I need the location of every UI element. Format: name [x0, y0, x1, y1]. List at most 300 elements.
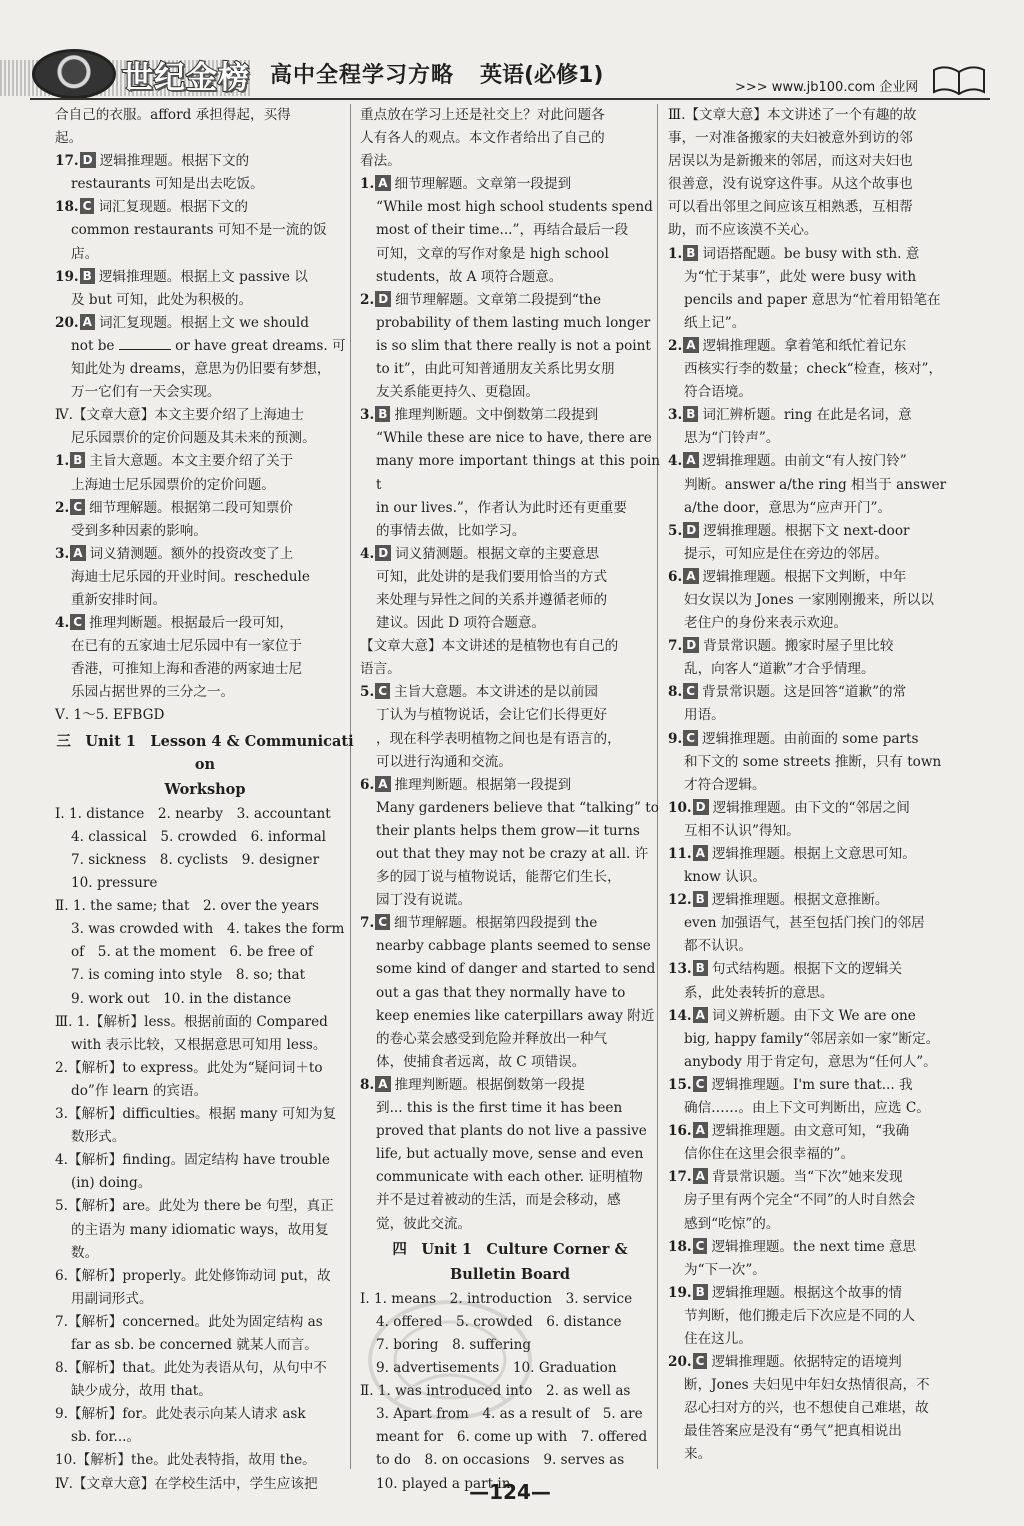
text-line: 事，一对准备搬家的夫妇被意外到访的邻: [668, 130, 913, 147]
text-line: 符合语境。: [684, 384, 752, 401]
answer-letter-badge: A: [70, 545, 85, 561]
text-line: 多的园丁说与植物说话，能帮它们生长，: [376, 869, 621, 886]
text-line: big, happy family“邻居亲如一家”断定。: [684, 1030, 940, 1047]
question-number: 20.: [55, 314, 79, 331]
text-line: proved that plants do not live a passive: [376, 1123, 647, 1140]
question-number: 1.: [55, 453, 70, 470]
text-line: 数形式。: [71, 1129, 126, 1146]
text-line: to do 8. on occasions 9. serves as: [376, 1452, 625, 1469]
text-line: 4. classical 5. crowded 6. informal: [71, 828, 327, 845]
text-line: 来处理与异性之间的关系并遵循老师的: [376, 591, 608, 608]
text-line: 建议。因此 D 项符合题意。: [376, 615, 546, 632]
answer-item: [668, 635, 968, 658]
text-line: probability of them lasting much longer: [376, 314, 651, 331]
answer-item: [668, 243, 968, 266]
answer-item: [55, 266, 355, 289]
text-line: 来。: [684, 1446, 712, 1463]
answer-item: [360, 681, 660, 704]
text-line: 丁认为与植物说话，会让它们长得更好: [376, 707, 608, 724]
answer-letter-badge: C: [70, 614, 85, 630]
text-line: keep enemies like caterpillars away 附近: [376, 1007, 655, 1024]
text-line: do”作 learn 的宾语。: [71, 1082, 208, 1099]
answer-item: [668, 1074, 968, 1097]
text-line: pencils and paper 意思为“忙着用铅笔在: [684, 291, 941, 308]
text-line: 万一它们有一天会实现。: [71, 384, 221, 401]
page-number: —124—: [469, 1480, 551, 1504]
text-line: 居误以为是新搬来的邻居，而这对夫妇也: [668, 153, 913, 170]
text-line: Ⅲ.【文章大意】本文讲述了一个有趣的故: [668, 107, 917, 123]
text-line: 才符合逻辑。: [684, 776, 766, 793]
answer-letter-badge: B: [693, 960, 708, 976]
text-line: 系，此处表转折的意思。: [684, 984, 834, 1001]
text-line: 起。: [55, 130, 83, 147]
text-line: even 加强语气，甚至包括门挨门的邻居: [684, 915, 925, 932]
text-line: not be or have great dreams. 可: [71, 337, 346, 354]
text-line: many more important things at this point: [376, 453, 660, 493]
question-number: 4.: [668, 453, 683, 470]
explanation-text: 逻辑推理题。根据下文 next-door: [703, 522, 910, 539]
text-line: 上海迪士尼乐园票价的定价问题。: [71, 476, 275, 493]
answer-letter-badge: C: [693, 1076, 708, 1092]
text-line: 助，而不应该漠不关心。: [668, 222, 818, 239]
text-line: restaurants 可知是出去吃饭。: [71, 176, 264, 193]
subject-title: 英语(必修1): [480, 63, 604, 88]
text-line: 园丁没有说谎。: [376, 892, 472, 909]
text-line: 忍心扫对方的兴，也不想使自己难堪，故: [684, 1400, 929, 1417]
text-line: ，现在科学表明植物之间也是有语言的，: [376, 730, 621, 747]
text-line: 最佳答案应是没有“勇气”把真相说出: [684, 1423, 902, 1440]
text-line: Many gardeners believe that “talking” to: [376, 799, 659, 816]
answer-item: [668, 450, 968, 473]
brand-name: 世纪金榜: [122, 59, 250, 96]
text-line: 体，使捕食者远离，故 C 项错误。: [376, 1053, 586, 1070]
explanation-text: 词语搭配题。be busy with sth. 意: [702, 245, 920, 262]
explanation-text: 逻辑推理题。I'm sure that... 我: [711, 1076, 913, 1093]
answer-letter-badge: A: [693, 845, 708, 861]
text-line: “While most high school students spend: [376, 199, 653, 216]
answer-item: [360, 1074, 660, 1097]
text-line: 7. is coming into style 8. so; that: [71, 967, 306, 984]
text-line: in our lives.”，作者认为此时还有更重要: [376, 499, 627, 516]
text-line: 并不是过着被动的生活，而是会移动，感: [376, 1192, 621, 1209]
text-line: 都不认识。: [684, 938, 752, 955]
text-line: 可以进行沟通和交流。: [376, 753, 512, 770]
text-line: 纸上记”。: [684, 314, 746, 331]
answer-item: [668, 520, 968, 543]
question-number: 9.: [668, 730, 683, 747]
answer-item: [668, 566, 968, 589]
answer-letter-badge: B: [683, 406, 698, 422]
text-line: 7. sickness 8. cyclists 9. designer: [71, 852, 320, 868]
explanation-text: 背景常识题。当“下次”她来发现: [711, 1169, 903, 1186]
text-line: 住在这儿。: [684, 1330, 752, 1347]
text-line: is so slim that there really is not a point: [376, 337, 651, 354]
answer-letter-badge: A: [693, 1168, 708, 1184]
text-line: 【文章大意】本文讲述的是植物也有自己的: [360, 638, 619, 655]
section-heading: 四 Unit 1 Culture Corner &: [392, 1240, 628, 1258]
text-line: Ⅱ. 1. was introduced into 2. as well as: [360, 1383, 631, 1400]
text-line: 判断。answer a/the ring 相当于 answer: [684, 476, 947, 493]
text-line: Ⅴ. 1～5. EFBGD: [55, 707, 165, 724]
question-number: 12.: [668, 892, 692, 909]
explanation-text: 词汇复现题。根据下文的: [98, 199, 248, 216]
text-line: out a gas that they normally have to: [376, 984, 626, 1001]
text-line: 的主语为 many idiomatic ways，故用复: [71, 1221, 329, 1238]
question-number: 20.: [668, 1354, 692, 1371]
question-number: 2.: [55, 499, 70, 516]
answer-letter-badge: A: [375, 776, 390, 792]
text-line: Ⅳ.【文章大意】本文主要介绍了上海迪士: [55, 407, 304, 424]
explanation-text: 逻辑推理题。根据上文意思可知。: [711, 846, 916, 862]
text-line: 合自己的衣服。afford 承担得起，买得: [55, 107, 291, 123]
text-line: “While these are nice to have, there are: [376, 430, 652, 447]
text-line: 用语。: [684, 707, 725, 724]
explanation-text: 逻辑推理题。根据下文判断，中年: [702, 568, 907, 585]
answer-letter-badge: C: [683, 730, 698, 746]
text-line: 9. advertisements 10. Graduation: [376, 1360, 617, 1377]
question-number: 6.: [360, 776, 375, 793]
text-line: 重点放在学习上还是社交上？对此问题各: [360, 107, 605, 123]
text-line: 的卷心菜会感受到危险并释放出一种气: [376, 1030, 608, 1047]
question-number: 19.: [668, 1284, 692, 1301]
answer-letter-badge: D: [683, 637, 699, 653]
text-line: 及 but 可知，此处为积极的。: [71, 291, 253, 308]
explanation-text: 推理判断题。根据最后一段可知，: [89, 615, 293, 632]
text-line: Ⅰ. 1. means 2. introduction 3. service: [360, 1290, 633, 1307]
explanation-text: 主旨大意题。本文主要介绍了关于: [89, 453, 294, 470]
text-line: 房子里有两个完全“不同”的人时自然会: [684, 1192, 916, 1209]
answer-item: [55, 612, 355, 635]
text-line: 断，Jones 夫妇见中年妇女热情很高，不: [684, 1377, 930, 1394]
answer-item: [360, 404, 660, 427]
answer-item: [668, 797, 968, 820]
text-line: 可以看出邻里之间应该互相熟悉，互相帮: [668, 199, 913, 216]
text-line: 6.【解析】properly。此处修饰动词 put，故: [55, 1267, 331, 1284]
text-line: common restaurants 可知不是一流的饭: [71, 222, 327, 239]
text-line: 可知，此处讲的是我们要用恰当的方式: [376, 568, 608, 585]
text-line: 节判断，他们搬走后下次应是不同的人: [684, 1307, 916, 1324]
text-line: 感到“吃惊”的。: [684, 1215, 780, 1232]
text-line: Ⅱ. 1. the same; that 2. over the years: [55, 898, 319, 915]
explanation-text: 背景常识题。搬家时屋子里比较: [703, 638, 894, 655]
text-line: 3. Apart from 4. as a result of 5. are: [376, 1406, 643, 1423]
text-line: 很善意，没有说穿这件事。从这个故事也: [668, 176, 913, 193]
answer-item: [360, 289, 660, 312]
text-line: 在已有的五家迪士尼乐园中有一家位于: [71, 638, 303, 655]
explanation-text: 主旨大意题。本文讲述的是以前园: [394, 684, 598, 701]
text-line: sb. for...。: [71, 1429, 141, 1446]
answer-letter-badge: D: [693, 799, 709, 815]
text-line: to it”，由此可知普通朋友关系比男女朋: [376, 361, 615, 378]
website-link[interactable]: >>> www.jb100.com 企业网: [735, 80, 919, 95]
answer-letter-badge: D: [375, 545, 391, 561]
section-heading: Workshop: [164, 780, 246, 798]
text-line: 10. pressure: [71, 875, 158, 892]
text-line: (in) doing。: [71, 1175, 152, 1192]
text-line: 10. played a part in: [376, 1475, 511, 1492]
answer-item: [668, 1120, 968, 1143]
text-line: 妇女误以为 Jones 一家刚刚搬来，所以以: [684, 591, 934, 608]
text-line: Ⅰ. 1. distance 2. nearby 3. accountant: [55, 805, 331, 822]
explanation-text: 句式结构题。根据下文的逻辑关: [711, 961, 903, 978]
answer-letter-badge: C: [70, 499, 85, 515]
question-number: 3.: [668, 407, 683, 424]
open-book-icon: [930, 62, 988, 96]
answer-item: [668, 728, 968, 751]
explanation-text: 逻辑推理题。由前文“有人按门铃”: [702, 453, 907, 470]
answer-item: [360, 173, 660, 196]
text-line: 为“下一次”。: [684, 1261, 766, 1278]
text-line: 5.【解析】are。此处为 there be 句型，真正: [55, 1198, 334, 1215]
answer-letter-badge: B: [80, 268, 95, 284]
text-line: 确信……。由上下文可判断出，应选 C。: [684, 1100, 930, 1117]
answer-item: [668, 1166, 968, 1189]
text-line: know 认识。: [684, 869, 766, 886]
answer-letter-badge: A: [375, 1076, 390, 1092]
explanation-text: 词义辨析题。由下文 We are one: [711, 1007, 916, 1024]
text-line: 乱，向客人“道歉”才合乎情理。: [684, 661, 875, 678]
text-line: 重新安排时间。: [71, 591, 167, 608]
question-number: 17.: [55, 153, 79, 170]
text-line: 互相不认识”得知。: [684, 822, 800, 839]
answer-item: [668, 404, 968, 427]
answer-item: [668, 1351, 968, 1374]
text-line: with 表示比较，又根据意思可知用 less。: [71, 1036, 327, 1053]
text-line: 10.【解析】the。此处表特指，故用 the。: [55, 1452, 316, 1469]
question-number: 14.: [668, 1007, 692, 1024]
page-header: [0, 0, 1024, 104]
explanation-text: 推理判断题。根据第一段提到: [394, 776, 572, 793]
answer-letter-badge: A: [375, 175, 390, 191]
answer-letter-badge: C: [375, 914, 390, 930]
answer-letter-badge: A: [80, 314, 95, 330]
question-number: 3.: [55, 545, 70, 562]
text-line: 海迪士尼乐园的开业时间。reschedule: [71, 568, 310, 585]
text-line: 知此处为 dreams，意思为仍旧要有梦想，: [71, 361, 331, 378]
answer-letter-badge: B: [683, 245, 698, 261]
answer-letter-badge: B: [70, 452, 85, 468]
question-number: 6.: [668, 568, 683, 585]
text-line: students，故 A 项符合题意。: [376, 268, 563, 285]
question-number: 4.: [55, 615, 70, 632]
explanation-text: 逻辑推理题。依据特定的语境判: [711, 1354, 902, 1371]
explanation-text: 逻辑推理题。根据下文的: [99, 153, 250, 170]
answer-item: [55, 196, 355, 219]
explanation-text: 逻辑推理题。由下文的“邻居之间: [712, 799, 910, 816]
explanation-text: 逻辑推理题。根据文意推断。: [711, 892, 889, 909]
answer-item: [668, 958, 968, 981]
text-line: 觉，彼此交流。: [376, 1215, 472, 1232]
text-line: 7. boring 8. suffering: [376, 1336, 532, 1353]
question-number: 17.: [668, 1169, 692, 1186]
text-line: 可知，文章的写作对象是 high school: [376, 245, 609, 262]
text-line: 信你住在这里会很幸福的”。: [684, 1146, 855, 1163]
question-number: 16.: [668, 1123, 692, 1140]
text-line: 乐园占据世界的三分之一。: [71, 684, 235, 701]
text-line: some kind of danger and started to send: [376, 961, 656, 978]
question-number: 2.: [360, 291, 375, 308]
answer-column-right: [668, 104, 968, 1467]
section-heading: Bulletin Board: [450, 1265, 570, 1283]
text-line: 思为“门铃声”。: [684, 430, 780, 447]
text-line: 人有各人的观点。本文作者给出了自己的: [360, 130, 605, 147]
text-line: 用副词形式。: [71, 1290, 153, 1307]
answer-letter-badge: C: [80, 198, 95, 214]
text-line: 受到多种因素的影响。: [71, 522, 207, 539]
text-line: 友关系能更持久、更稳固。: [376, 384, 540, 401]
answer-letter-badge: B: [693, 1284, 708, 1300]
answer-item: [55, 150, 355, 173]
answer-column-middle: [360, 104, 660, 1496]
question-number: 1.: [668, 245, 683, 262]
question-number: 4.: [360, 545, 375, 562]
answer-item: [668, 1282, 968, 1305]
brand-logo: [32, 48, 250, 100]
text-line: 的事情去做，比如学习。: [376, 522, 526, 539]
explanation-text: 细节理解题。文章第一段提到: [394, 176, 572, 193]
text-line: of 5. at the moment 6. be free of: [71, 944, 313, 961]
answer-letter-badge: A: [693, 1122, 708, 1138]
text-line: 为“忙于某事”，此处 were busy with: [684, 268, 917, 285]
answer-letter-badge: C: [375, 683, 390, 699]
answer-letter-badge: A: [683, 568, 698, 584]
question-number: 18.: [668, 1238, 692, 1255]
text-line: 9. work out 10. in the distance: [71, 990, 292, 1007]
question-number: 7.: [360, 915, 375, 932]
question-number: 8.: [360, 1076, 375, 1093]
text-line: 缺少成分，故用 that。: [71, 1383, 212, 1400]
text-line: life, but actually move, sense and even: [376, 1146, 644, 1163]
answer-item: [360, 774, 660, 797]
text-line: Ⅳ.【文章大意】在学校生活中，学生应该把: [55, 1475, 318, 1492]
watermark-seal-icon: [355, 1290, 545, 1430]
answer-item: [668, 889, 968, 912]
text-line: 看法。: [360, 153, 401, 170]
answer-item: [668, 1236, 968, 1259]
text-line: far as sb. be concerned 就某人而言。: [71, 1336, 318, 1353]
text-line: 数。: [71, 1244, 99, 1261]
explanation-text: 细节理解题。文章第二段提到“the: [395, 291, 602, 308]
explanation-text: 词汇复现题。根据上文 we should: [98, 314, 309, 331]
answer-item: [360, 912, 660, 935]
text-line: nearby cabbage plants seemed to sense: [376, 938, 651, 955]
text-line: 4.【解析】finding。固定结构 have trouble: [55, 1152, 330, 1169]
text-line: a/the door，意思为“应声开门”。: [684, 499, 892, 516]
answer-letter-badge: A: [693, 1007, 708, 1023]
answer-item: [668, 681, 968, 704]
question-number: 2.: [668, 337, 683, 354]
answer-item: [360, 543, 660, 566]
question-number: 15.: [668, 1076, 692, 1093]
header-rule: [30, 98, 990, 100]
explanation-text: 逻辑推理题。根据上文 passive 以: [98, 268, 308, 285]
answer-item: [55, 497, 355, 520]
answer-column-left: [55, 104, 355, 1496]
text-line: 香港，可推知上海和香港的两家迪士尼: [71, 661, 303, 678]
answer-letter-badge: C: [693, 1238, 708, 1254]
text-line: communicate with each other. 证明植物: [376, 1169, 643, 1186]
explanation-text: 推理判断题。根据倒数第一段提: [394, 1076, 585, 1093]
answer-letter-badge: D: [80, 152, 96, 168]
explanation-text: 逻辑推理题。由文意可知，“我确: [711, 1123, 910, 1140]
answer-letter-badge: A: [683, 337, 698, 353]
text-line: 9.【解析】for。此处表示向某人请求 ask: [55, 1406, 306, 1423]
question-number: 13.: [668, 961, 692, 978]
text-line: their plants helps them grow—it turns: [376, 822, 640, 839]
text-line: 7.【解析】concerned。此处为固定结构 as: [55, 1313, 323, 1330]
text-line: Ⅲ. 1.【解析】less。根据前面的 Compared: [55, 1013, 328, 1030]
explanation-text: 细节理解题。根据第四段提到 the: [394, 915, 598, 932]
text-line: 尼乐园票价的定价问题及其未来的预测。: [71, 430, 316, 447]
fill-blank: [119, 337, 171, 350]
text-line: 8.【解析】that。此处为表语从句，从句中不: [55, 1360, 327, 1377]
question-number: 19.: [55, 268, 79, 285]
text-line: 提示，可知应是住在旁边的邻居。: [684, 545, 888, 562]
explanation-text: 词汇辨析题。ring 在此是名词，意: [702, 407, 912, 424]
text-line: 3. was crowded with 4. takes the form: [71, 921, 345, 938]
explanation-text: 逻辑推理题。由前面的 some parts: [702, 730, 919, 747]
text-line: 语言。: [360, 661, 401, 678]
question-number: 10.: [668, 799, 692, 816]
question-number: 1.: [360, 176, 375, 193]
explanation-text: 逻辑推理题。拿着笔和纸忙着记东: [702, 337, 907, 354]
text-line: 老住户的身份来表示欢迎。: [684, 615, 848, 632]
explanation-text: 细节理解题。根据第二段可知票价: [89, 499, 293, 516]
text-line: 到... this is the first time it has been: [376, 1100, 623, 1117]
explanation-text: 逻辑推理题。the next time 意思: [711, 1238, 917, 1255]
answer-letter-badge: C: [683, 683, 698, 699]
section-heading: 三 Unit 1 Lesson 4 & Communication: [56, 732, 354, 773]
answer-letter-badge: B: [375, 406, 390, 422]
text-line: meant for 6. come up with 7. offered: [376, 1429, 648, 1446]
question-number: 3.: [360, 407, 375, 424]
eye-logo-icon: [32, 49, 116, 99]
answer-letter-badge: B: [693, 891, 708, 907]
answer-letter-badge: D: [375, 291, 391, 307]
question-number: 18.: [55, 199, 79, 216]
series-title: 高中全程学习方略: [270, 63, 455, 88]
text-line: 4. offered 5. crowded 6. distance: [376, 1313, 622, 1330]
answer-item: [55, 450, 355, 473]
question-number: 11.: [668, 846, 692, 862]
text-line: out that they may not be crazy at all. 许: [376, 846, 649, 862]
text-line: anybody 用于肯定句，意思为“任何人”。: [684, 1053, 937, 1070]
answer-item: [668, 335, 968, 358]
text-line: 店。: [71, 245, 99, 262]
explanation-text: 推理判断题。文中倒数第二段提到: [394, 407, 599, 424]
text-line: most of their time...”，再结合最后一段: [376, 222, 629, 239]
explanation-text: 背景常识题。这是回答“道歉”的常: [702, 684, 907, 701]
answer-item: [55, 312, 355, 335]
text-line: 3.【解析】difficulties。根据 many 可知为复: [55, 1106, 337, 1123]
text-line: 和下文的 some streets 推断，只有 town: [684, 753, 942, 770]
answer-letter-badge: A: [683, 452, 698, 468]
answer-item: [668, 843, 968, 866]
answer-item: [668, 1005, 968, 1028]
question-number: 5.: [668, 522, 683, 539]
explanation-text: 词义猜测题。额外的投资改变了上: [89, 545, 294, 562]
answer-letter-badge: C: [693, 1353, 708, 1369]
question-number: 7.: [668, 638, 683, 655]
answer-item: [55, 543, 355, 566]
explanation-text: 词义猜测题。根据文章的主要意思: [395, 545, 600, 562]
question-number: 8.: [668, 684, 683, 701]
answer-letter-badge: D: [683, 522, 699, 538]
question-number: 5.: [360, 684, 375, 701]
text-line: 2.【解析】to express。此处为“疑问词＋to: [55, 1059, 323, 1076]
explanation-text: 逻辑推理题。根据这个故事的情: [711, 1284, 903, 1301]
text-line: 西核实行李的数量；check“检查，核对”，: [684, 361, 943, 378]
